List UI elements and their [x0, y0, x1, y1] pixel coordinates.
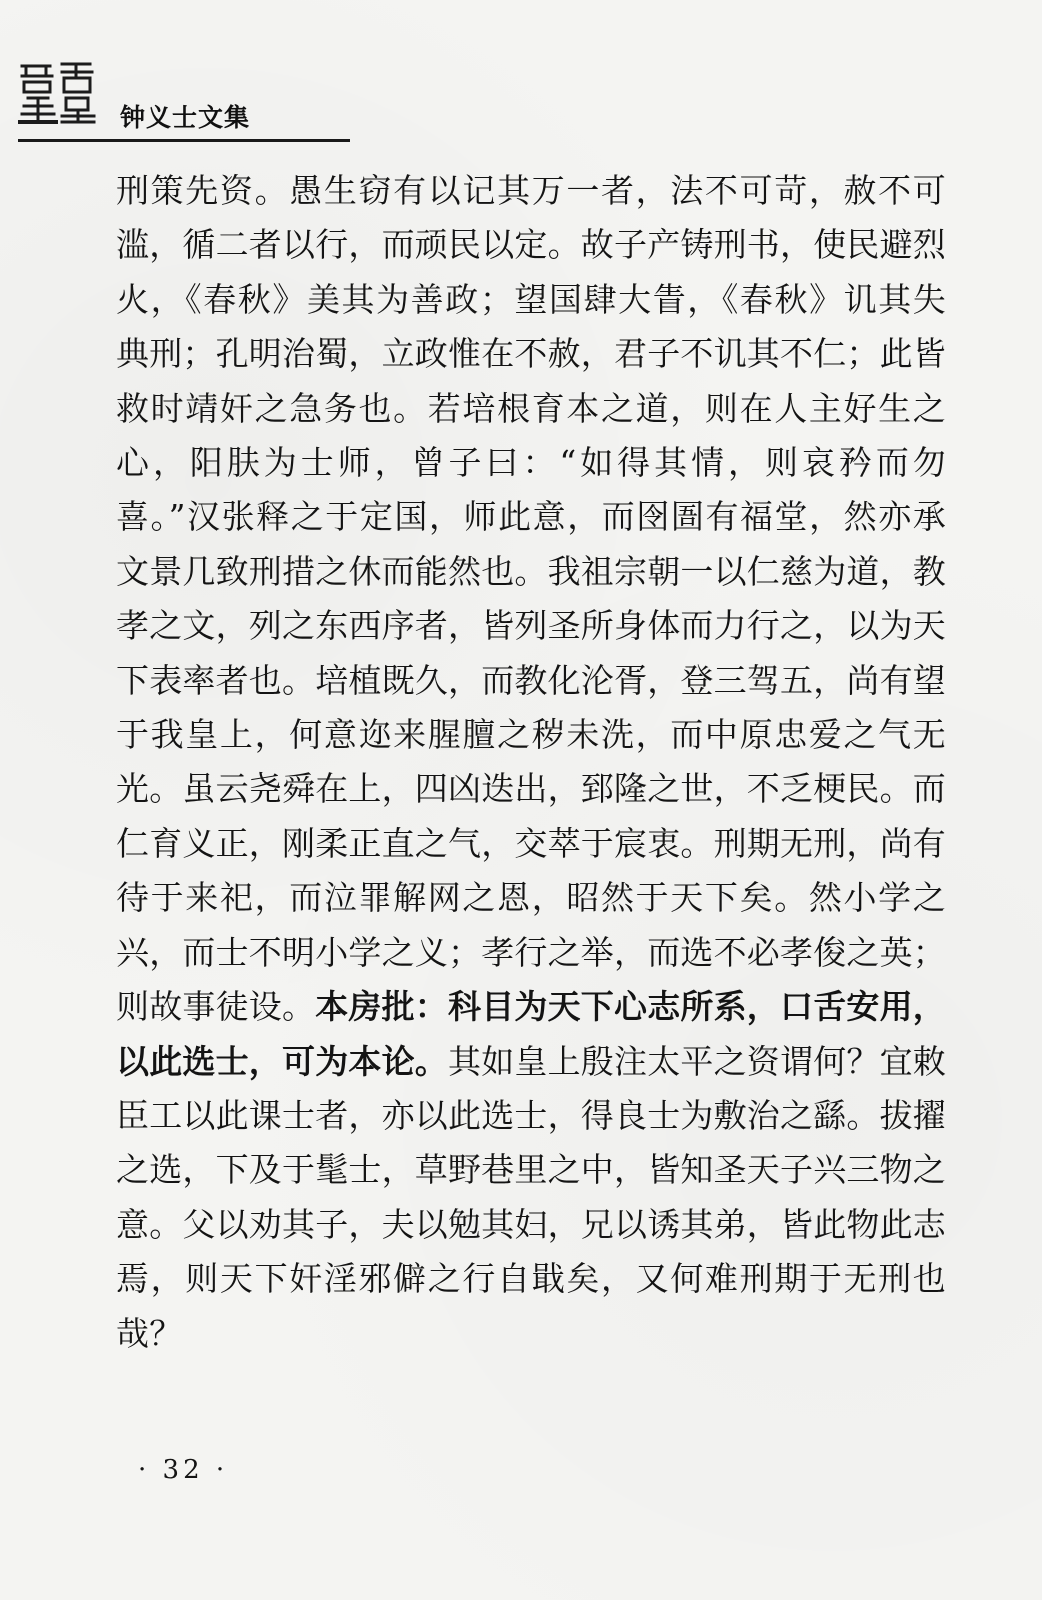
- page-number: · 32 ·: [138, 1455, 229, 1485]
- paragraph-text-1: 刑策先资。愚生窃有以记其万一者，法不可苛，赦不可滥，循二者以行，而顽民以定。故子产铸刑书，使民避烈火，《春秋》美其为善政；望国肆大眚，《春秋》讥其失典刑；孔明治蜀，立政惟在不赦，君子不讥其不仁；此皆救时靖奸之急务也。若培根育本之道，则在人主好生之心，阳肤为士师，曾子曰：“如得其情，则哀矜而勿喜。”汉张释之于定国，师此意，而囹圄有福堂，然亦承文景几致刑措之休而能然也。我祖宗朝一以仁慈为道，教孝之文，列之东西序者，皆列圣所身体而力行之，以为天下表率者也。培植既久，而教化沦胥，登三驾五，尚有望于我皇上，何意迩来腥膻之秽未洗，而中原忠爱之气无光。虽云尧舜在上，四凶迭出，郅隆之世，不乏梗民。而仁育义正，刚柔正直之气，交萃于宸衷。刑期无刑，尚有待于来祀，而泣罪解网之恩，昭然于天下矣。然小学之兴，而士不明小学之义；孝行之举，而选不必孝俊之英；则故事徒设。: [116, 171, 946, 1027]
- page-header: [18, 58, 358, 144]
- running-title: 钟义士文集: [120, 103, 251, 132]
- paragraph-text-2: 其如皇上殷注太平之资谓何？宜敕臣工以此课士者，亦以此选士，得良士为敷治之繇。拔擢之选，下及于髦士，草野巷里之中，皆知圣天子兴三物之意。父以劝其子，夫以勉其妇，兄以诱其弟，皆此物此志焉，则天下奸淫邪僻之行自戢矣，又何难刑期于无刑也哉？: [116, 1041, 946, 1353]
- main-text: [116, 164, 946, 1361]
- seal-logo-icon: [18, 58, 96, 126]
- header-divider: [18, 139, 350, 142]
- reviewer-comment: 本房批：科目为天下心志所系，口舌安用，以此选士，可为本论。: [116, 987, 947, 1081]
